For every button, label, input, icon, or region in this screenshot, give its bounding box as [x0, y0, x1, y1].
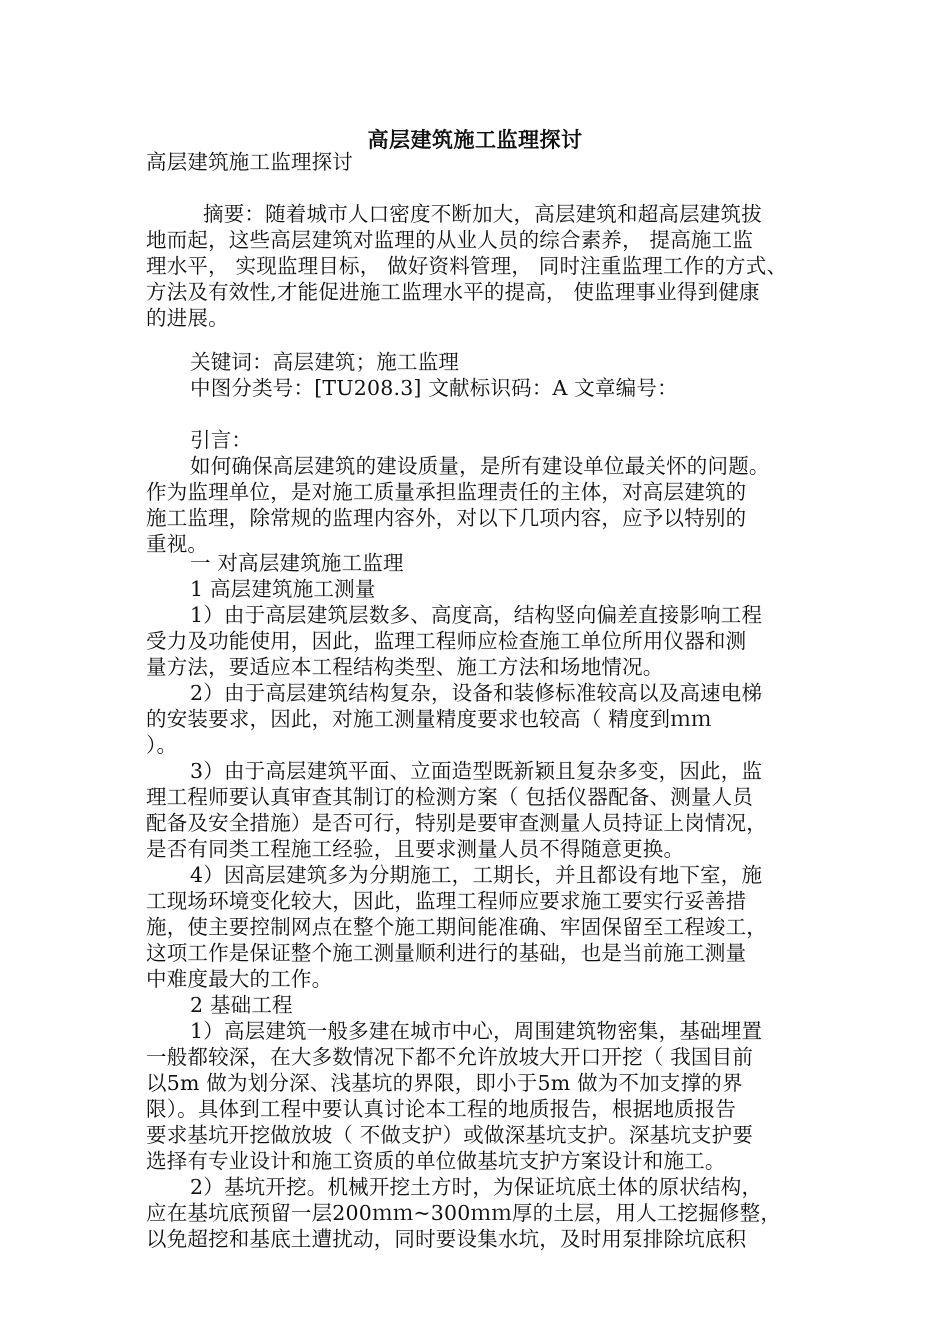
keywords: 关键词：高层建筑；施工监理 — [190, 350, 460, 374]
paragraph-line: 选择有专业设计和施工资质的单位做基坑支护方案设计和施工。 — [146, 1149, 726, 1173]
abstract-line: 理水平， 实现监理目标， 做好资料管理， 同时注重监理工作的方式、 — [146, 254, 788, 278]
paragraph-line: 限）。具体到工程中要认真讨论本工程的地质报告，根据地质报告 — [146, 1097, 737, 1121]
classification: 中图分类号：[TU208.3] 文献标识码：A 文章编号： — [190, 376, 678, 400]
subsection-heading: 1 高层建筑施工测量 — [190, 577, 376, 601]
paragraph-line: 理工程师要认真审查其制订的检测方案（ 包括仪器配备、测量人员 — [146, 785, 754, 809]
intro-heading: 引言： — [190, 428, 253, 452]
paragraph-line: 配备及安全措施）是否可行，特别是要审查测量人员持证上岗情况， — [146, 811, 767, 835]
paragraph-line: 3）由于高层建筑平面、立面造型既新颖且复杂多变，因此，监 — [190, 759, 763, 783]
paragraph-line: 的安装要求，因此，对施工测量精度要求也较高（ 精度到ｍｍ — [146, 707, 712, 731]
intro-line: 施工监理，除常规的监理内容外，对以下几项内容，应予以特别的 — [146, 506, 747, 530]
intro-line: 如何确保高层建筑的建设质量，是所有建设单位最关怀的问题。 — [190, 454, 770, 478]
paragraph-line: 应在基坑底预留一层200ｍｍ~300ｍｍ厚的土层，用人工挖掘修整， — [146, 1201, 782, 1225]
subsection-heading: 2 基础工程 — [190, 993, 293, 1017]
paragraph-line: 1）高层建筑一般多建在城市中心，周围建筑物密集，基础埋置 — [190, 1019, 763, 1043]
intro-line: 重视。 — [146, 532, 209, 556]
paragraph-line: 1）由于高层建筑层数多、高度高，结构竖向偏差直接影响工程 — [190, 603, 763, 627]
paragraph-line: 施，使主要控制网点在整个施工期间能准确、牢固保留至工程竣工， — [146, 915, 767, 939]
abstract-line: 的进展。 — [146, 306, 229, 330]
subtitle: 高层建筑施工监理探讨 — [146, 150, 353, 174]
paragraph-line: 以免超挖和基底土遭扰动，同时要设集水坑，及时用泵排除坑底积 — [146, 1227, 747, 1251]
paragraph-line: 量方法，要适应本工程结构类型、施工方法和场地情况。 — [146, 655, 664, 679]
section-heading: 一 对高层建筑施工监理 — [190, 551, 404, 575]
paragraph-line: 以5m 做为划分深、浅基坑的界限，即小于5m 做为不加支撑的界 — [146, 1071, 743, 1095]
paragraph-line: 2）基坑开挖。机械开挖土方时，为保证坑底土体的原状结构， — [190, 1175, 763, 1199]
abstract-line: 地而起，这些高层建筑对监理的从业人员的综合素养， 提高施工监 — [146, 228, 754, 252]
page-title: 高层建筑施工监理探讨 — [367, 127, 583, 152]
paragraph-line: 是否有同类工程施工经验，且要求测量人员不得随意更换。 — [146, 837, 685, 861]
paragraph-line: 要求基坑开挖做放坡（ 不做支护）或做深基坑支护。深基坑支护要 — [146, 1123, 754, 1147]
paragraph-line: 这项工作是保证整个施工测量顺利进行的基础，也是当前施工测量 — [146, 941, 747, 965]
paragraph-line: 中难度最大的工作。 — [146, 967, 333, 991]
intro-line: 作为监理单位，是对施工质量承担监理责任的主体，对高层建筑的 — [146, 480, 747, 504]
abstract-line: 摘要：随着城市人口密度不断加大，高层建筑和超高层建筑拔 — [203, 202, 762, 226]
abstract-line: 方法及有效性,才能促进施工监理水平的提高， 使监理事业得到健康 — [146, 280, 760, 304]
paragraph-line: ）。 — [146, 733, 178, 757]
paragraph-line: 4）因高层建筑多为分期施工，工期长，并且都设有地下室，施 — [190, 863, 763, 887]
paragraph-line: 2）由于高层建筑结构复杂，设备和装修标准较高以及高速电梯 — [190, 681, 763, 705]
paragraph-line: 工现场环境变化较大，因此，监理工程师应要求施工要实行妥善措 — [146, 889, 747, 913]
paragraph-line: 一般都较深，在大多数情况下都不允许放坡大开口开挖（ 我国目前 — [146, 1045, 754, 1069]
paragraph-line: 受力及功能使用，因此，监理工程师应检查施工单位所用仪器和测 — [146, 629, 747, 653]
